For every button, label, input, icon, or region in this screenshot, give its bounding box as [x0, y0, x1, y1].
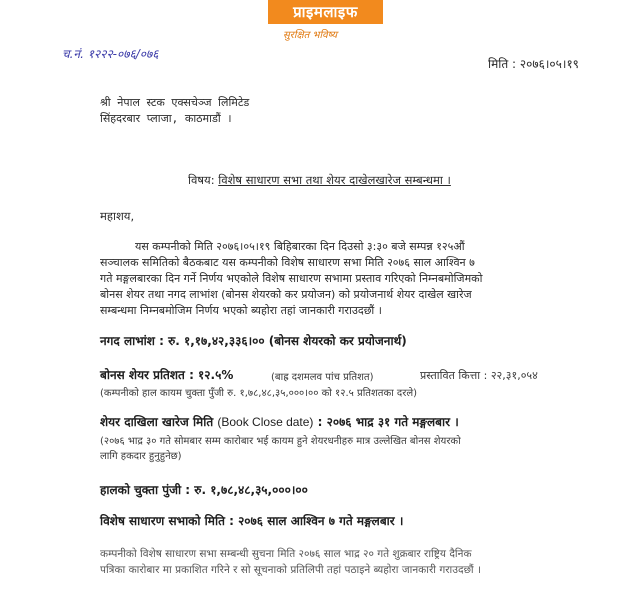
body-line-1: यस कम्पनीको मिति २०७६।०५।१९ बिहिबारका दिन दिउसो ३:३० बजे सम्पन्न १२५औं: [135, 240, 465, 253]
paidup-note: (कम्पनीको हाल कायम चुक्ता पुँजी रु. १,७८,४८,३५,०००।०० को १२.५ प्रतिशतका दरले): [100, 388, 418, 399]
book-close-note-2: लागि हकदार हुनुहुनेछ): [100, 451, 182, 462]
subject-label: विषय:: [188, 173, 215, 187]
book-close-date: [100, 413, 459, 430]
subject-line: [188, 173, 451, 188]
reference-number: च.नं. १२२२-०७६/०७६: [62, 47, 159, 61]
book-close-value: : २०७६ भाद्र ३१ गते मङ्गलबार ।: [317, 415, 459, 429]
addressee-line-2: सिंहदरबार प्लाजा, काठमाडौं ।: [100, 112, 232, 125]
book-close-label: शेयर दाखिला खारेज मिति: [100, 415, 214, 429]
special-agm-date: विशेष साधारण सभाको मिति : २०७६ साल आश्विन ७ गते मङ्गलबार ।: [100, 514, 404, 528]
closing-line-1: कम्पनीको विशेष साधारण सभा सम्बन्धी सुचना मिति २०७६ साल भाद्र २० गते शुक्रबार राष्ट्रिय दैनिक: [100, 548, 472, 560]
body-line-2: सञ्चालक समितिको बैठकबाट यस कम्पनीको विशेष साधारण सभा मिति २०७६ साल आश्विन ७: [100, 256, 475, 269]
proposed-kitta: प्रस्तावित कित्ता : २२,३१,०५४: [420, 369, 538, 382]
book-close-note-1: (२०७६ भाद्र ३० गते सोमबार सम्म कारोबार भई कायम हुने शेयरधनीहरु मात्र उल्लेखित बोनस शेयरको: [100, 436, 461, 447]
subject-text: विशेष साधारण सभा तथा शेयर दाखेलखारेज सम्बन्धमा ।: [218, 173, 451, 187]
body-line-5: सम्बन्धमा निम्नबमोजिम निर्णय भएको ब्यहोरा तहां जानकारी गराउदछौं ।: [100, 304, 382, 317]
company-tagline: सुरक्षित भविष्य: [283, 30, 338, 41]
body-line-4: बोनस शेयर तथा नगद लाभांश (बोनस शेयरको कर प्रयोजन) को प्रयोजनार्थ शेयर दाखेल खारेज: [100, 288, 472, 301]
bonus-percent-words: (बाह्र दशमलव पांच प्रतिशत): [271, 372, 374, 383]
salutation: महाशय,: [100, 209, 135, 223]
closing-line-2: पत्रिका कारोबार मा प्रकाशित गरिने र सो सूचनाको प्रतिलिपी तहां पठाइने ब्यहोरा जानकारी गराउदछौं ।: [100, 564, 481, 576]
paid-up-capital: हालको चुक्ता पुंजी : रु. १,७८,४८,३५,०००।००: [100, 483, 308, 497]
letter-date: मिति : २०७६।०५।१९: [488, 57, 579, 71]
cash-dividend: नगद लाभांश : रु. १,१७,४२,३३६।०० (बोनस शेयरको कर प्रयोजनार्थ): [100, 334, 407, 348]
addressee-line-1: श्री नेपाल स्टक एक्सचेञ्ज लिमिटेड: [100, 96, 250, 109]
company-logo: प्राइमलाइफ: [268, 0, 383, 24]
bonus-share-percent: बोनस शेयर प्रतिशत : १२.५%: [100, 368, 234, 382]
book-close-english: (Book Close date): [217, 415, 314, 429]
body-line-3: गते मङ्गलबारका दिन गर्ने निर्णय भएकोले विशेष साधारण सभामा प्रस्ताव गरिएको निम्नबमोजिमको: [100, 272, 483, 285]
